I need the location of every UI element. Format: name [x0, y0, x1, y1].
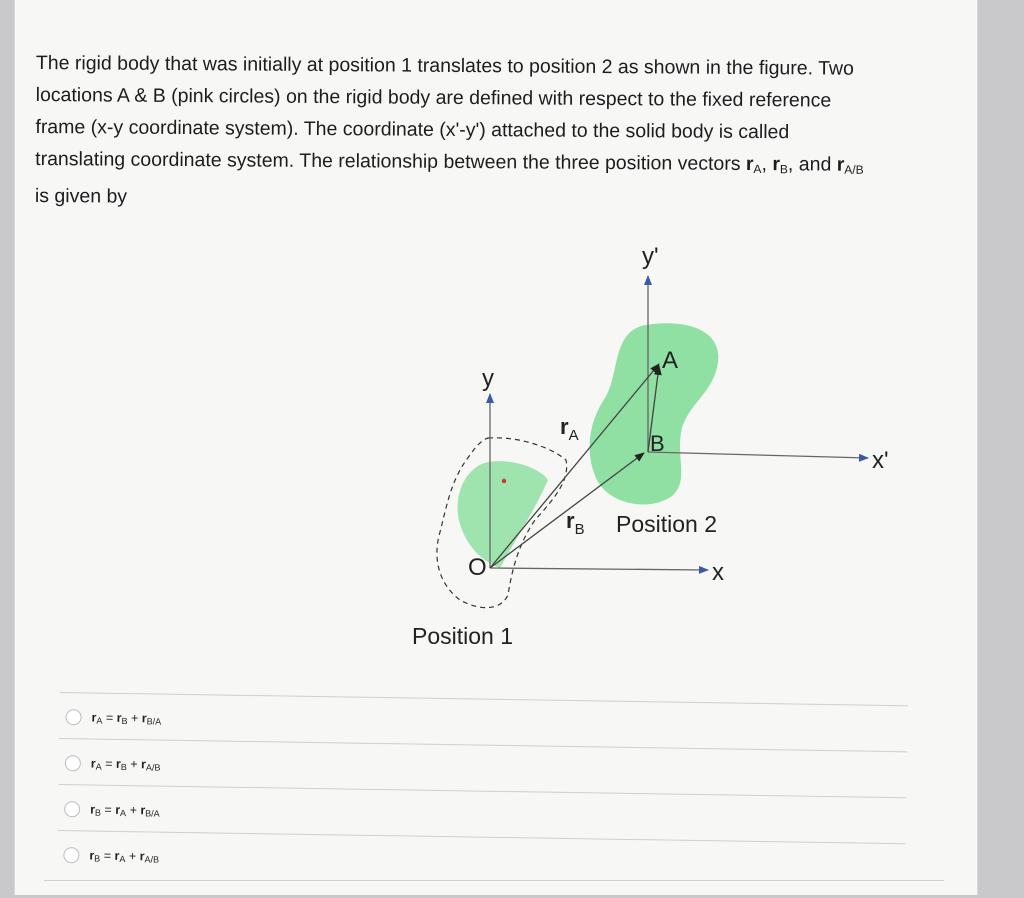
option-2-radio[interactable]: [65, 755, 81, 771]
option-2-label: $r_A = r_B + r_{A/B}$: [90, 755, 161, 773]
label-position-1: Position 1: [412, 623, 514, 649]
option-3-radio[interactable]: [64, 801, 80, 817]
option-2[interactable]: [65, 748, 161, 779]
option-divider: [59, 784, 907, 798]
option-1[interactable]: [65, 702, 161, 733]
option-4-radio[interactable]: [63, 847, 79, 863]
question-line-3: frame (x-y coordinate system). The coordinate (x'-y') attached to the solid body is called: [35, 115, 790, 144]
option-divider: [59, 738, 907, 752]
label-point-A: A: [662, 347, 679, 374]
label-x: x: [712, 559, 724, 586]
option-4-label: $r_B = r_A + r_{A/B}$: [89, 847, 160, 865]
point-A-position-1: [502, 479, 506, 483]
option-3-label: $r_B = r_A + r_{B/A}$: [90, 801, 160, 819]
label-x-prime: x': [872, 447, 889, 474]
label-y: y: [482, 365, 494, 392]
option-3[interactable]: [64, 794, 160, 825]
label-origin: O: [468, 554, 487, 581]
option-4[interactable]: [63, 840, 159, 871]
option-1-radio[interactable]: [65, 709, 81, 725]
option-divider: [58, 830, 906, 844]
label-point-B: B: [650, 431, 665, 456]
label-rA: $r_A$: [560, 414, 579, 444]
label-position-2: Position 2: [616, 511, 718, 537]
answer-options: [57, 690, 910, 893]
rigid-body-position-2: [590, 323, 719, 504]
label-y-prime: y': [642, 243, 659, 270]
question-line-4: translating coordinate system. The relationship between the three position vectors $r_A$, $r_B$, and $r_{A/B}$: [35, 147, 864, 177]
question-line-5: is given by: [34, 184, 128, 208]
card-bottom-border: [44, 880, 944, 881]
question-line-1: The rigid body that was initially at position 1 translates to position 2 as shown in the figure. Two: [35, 51, 854, 80]
label-rB: $r_B$: [566, 508, 585, 538]
question-line-2: locations A & B (pink circles) on the rigid body are defined with respect to the fixed reference: [35, 83, 832, 112]
x-prime-axis: [648, 452, 868, 458]
option-1-label: $r_A = r_B + r_{B/A}$: [91, 710, 162, 727]
x-axis: [490, 568, 708, 570]
